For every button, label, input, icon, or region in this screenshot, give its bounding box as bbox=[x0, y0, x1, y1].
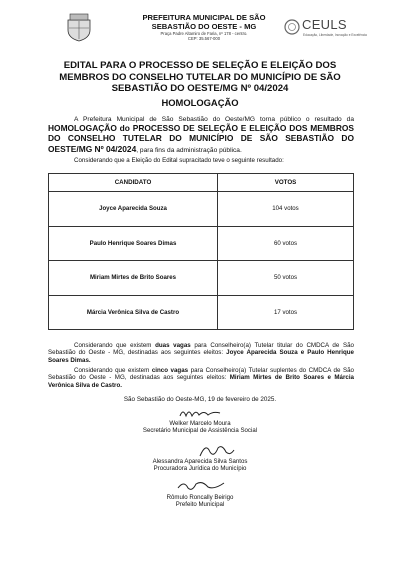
institution-address: Praça Padre Altamiro de Faria, nº 178 - centro. bbox=[160, 31, 248, 37]
ceuls-logo-text: CEULS bbox=[302, 17, 347, 32]
titular-text-eleitos: Joyce Aparecida Souza e Paulo Henrique Soares Dimas. bbox=[48, 349, 354, 364]
titular-text-a: Considerando que existem bbox=[74, 342, 152, 349]
titular-paragraph bbox=[48, 342, 354, 364]
document-title: EDITAL PARA O PROCESSO DE SELEÇÃO E ELEIÇÃO DOS MEMBROS DO CONSELHO TUTELAR DO MUNICÍPIO DE SÃO SEBASTIÃO DO OESTE/MG Nº 04/2024 bbox=[59, 60, 341, 95]
candidate-name: Paulo Henrique Soares Dimas bbox=[49, 226, 218, 261]
suplente-paragraph bbox=[48, 367, 354, 389]
intro-paragraph bbox=[48, 116, 354, 155]
document-date: São Sebastião do Oeste-MG, 19 de fevereiro de 2025. bbox=[123, 396, 277, 403]
candidate-votes: 104 votos bbox=[218, 192, 354, 227]
suplente-text-eleitos: Miriam Mirtes de Brito Soares e Márcia Verônica Silva de Castro. bbox=[48, 374, 354, 389]
table-header-votes: VOTOS bbox=[218, 174, 354, 192]
candidate-votes: 50 votos bbox=[218, 261, 354, 296]
signatory-role: Procuradora Jurídica do Município bbox=[153, 465, 247, 473]
table-header-candidate: CANDIDATO bbox=[49, 174, 218, 192]
suplente-text-vagas: cinco vagas bbox=[151, 367, 189, 374]
municipal-crest-icon bbox=[66, 12, 92, 42]
considerando-text: Considerando que a Eleição do Edital supracitado teve o seguinte resultado: bbox=[74, 157, 284, 164]
table-row bbox=[49, 261, 354, 296]
signature-scribble-icon bbox=[196, 440, 236, 460]
intro-text-1: A Prefeitura Municipal de São Sebastião do Oeste/MG torna público o resultado da bbox=[74, 116, 354, 123]
candidate-name: Miriam Mirtes de Brito Soares bbox=[49, 261, 218, 296]
institution-cep: CEP: 35.567-000 bbox=[187, 36, 221, 42]
signatory-name: Welker Marcelo Moura bbox=[169, 420, 231, 427]
signatory-role: Secretário Municipal de Assistência Social bbox=[142, 427, 258, 435]
table-row bbox=[49, 192, 354, 227]
signature-block bbox=[100, 458, 300, 472]
signatory-role: Prefeito Municipal bbox=[175, 501, 225, 509]
suplente-text-c: para Conselheiro(a) Tutelar suplentes do CMDCA de São Sebastião do Oeste - MG, destinadas aos seguintes eleitos: bbox=[48, 367, 354, 382]
candidate-votes: 60 votos bbox=[218, 226, 354, 261]
titular-text-vagas: duas vagas bbox=[155, 342, 191, 349]
header-institution bbox=[140, 14, 268, 42]
suplente-text-a: Considerando que existem bbox=[74, 367, 150, 374]
signature-block bbox=[100, 420, 300, 434]
table-row bbox=[49, 295, 354, 330]
table-row bbox=[49, 226, 354, 261]
votes-table bbox=[48, 173, 354, 330]
institution-name-line1: PREFEITURA MUNICIPAL DE SÃO bbox=[142, 13, 266, 22]
institution-name-line2: SEBASTIÃO DO OESTE - MG bbox=[151, 21, 257, 31]
titular-text-c: para Conselheiro(a) Tutelar titular do CMDCA de São Sebastião do Oeste - MG, destinadas aos seguintes eleitos: bbox=[48, 342, 354, 357]
candidate-name: Márcia Verônica Silva de Castro bbox=[49, 295, 218, 330]
ceuls-logo-tagline: Educação, Liberdade, Inovação e Excelência bbox=[303, 33, 367, 37]
signature-block bbox=[100, 494, 300, 508]
signatory-name: Rômulo Roncally Beirigo bbox=[166, 494, 234, 501]
intro-text-2: , para fins da administração pública. bbox=[136, 146, 242, 154]
document-subtitle: HOMOLOGAÇÃO bbox=[161, 97, 239, 108]
candidate-name: Joyce Aparecida Souza bbox=[49, 192, 218, 227]
candidate-votes: 17 votos bbox=[218, 295, 354, 330]
intro-text-bold: HOMOLOGAÇÃO do PROCESSO DE SELEÇÃO E ELEIÇÃO DOS MEMBROS DO CONSELHO TUTELAR DO MUNICÍPIO DE SÃO SEBASTIÃO DO OESTE/MG Nº 04/2024 bbox=[48, 123, 354, 154]
signature-scribble-icon bbox=[176, 478, 226, 494]
signatory-name: Alessandra Aparecida Silva Santos bbox=[152, 458, 248, 465]
